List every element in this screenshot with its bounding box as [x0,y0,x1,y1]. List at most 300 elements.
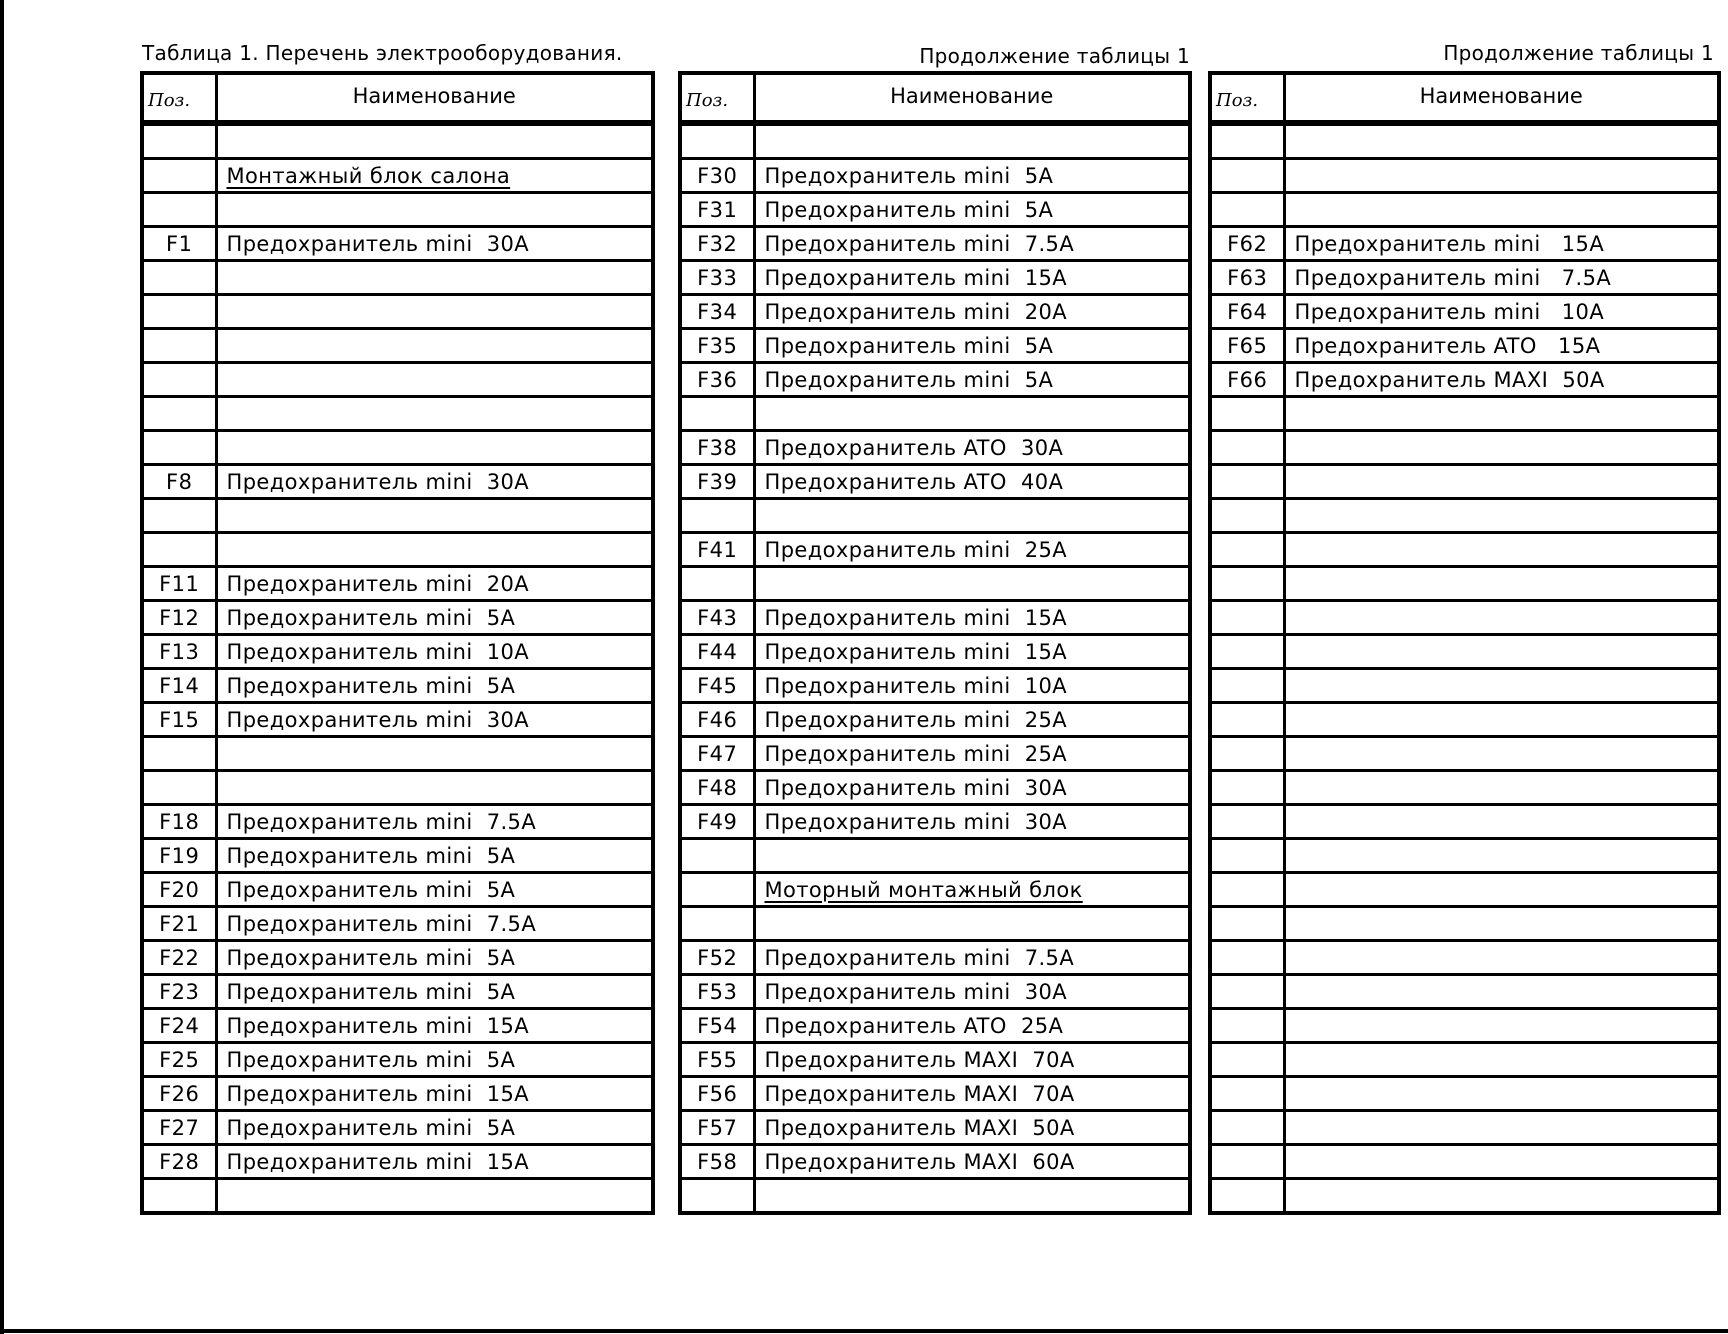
position-cell [142,295,216,329]
position-cell: F15 [142,703,216,737]
table-row [1210,397,1719,431]
equipment-table-part-1 [140,71,655,1215]
name-cell: Предохранитель mini 7.5A [754,941,1190,975]
table-row [142,601,653,635]
position-cell [1210,465,1284,499]
position-cell: F58 [680,1145,754,1179]
position-cell [1210,159,1284,193]
position-cell [680,1179,754,1214]
position-cell: F26 [142,1077,216,1111]
position-cell [142,159,216,193]
table-row [142,227,653,261]
name-cell: Предохранитель mini 5A [216,1043,653,1077]
column-header-name: Наименование [216,73,653,123]
position-cell [1210,839,1284,873]
position-cell: F52 [680,941,754,975]
name-cell: Предохранитель mini 15A [754,601,1190,635]
table-row [680,533,1190,567]
table-row [1210,1179,1719,1214]
position-cell: F46 [680,703,754,737]
table-row [142,873,653,907]
name-cell [754,839,1190,873]
name-cell [1284,669,1719,703]
table-row [142,465,653,499]
table-row [680,193,1190,227]
position-cell [1210,635,1284,669]
position-cell [1210,941,1284,975]
table-row [142,669,653,703]
table-row [142,1077,653,1111]
position-cell [680,907,754,941]
name-cell [1284,805,1719,839]
table-row [142,329,653,363]
table-row [1210,227,1719,261]
name-cell: Предохранитель mini 5A [216,975,653,1009]
name-cell: Предохранитель mini 30A [754,975,1190,1009]
table-row [680,601,1190,635]
table-row [142,1111,653,1145]
name-cell [1284,839,1719,873]
position-cell: F47 [680,737,754,771]
name-cell: Предохранитель mini 15A [1284,227,1719,261]
table-row [1210,975,1719,1009]
table-row [142,635,653,669]
position-cell [1210,907,1284,941]
table-row [1210,669,1719,703]
position-cell: F33 [680,261,754,295]
name-cell: Предохранитель mini 7.5A [754,227,1190,261]
table-row [1210,533,1719,567]
column-header-position: Поз. [1210,73,1284,123]
position-cell [1210,1111,1284,1145]
name-cell: Предохранитель mini 7.5A [216,907,653,941]
name-cell: Предохранитель mini 15A [216,1009,653,1043]
table-row [680,941,1190,975]
position-cell: F30 [680,159,754,193]
table-row [1210,123,1719,159]
name-cell: Предохранитель mini 25A [754,533,1190,567]
table-row [142,941,653,975]
position-cell: F54 [680,1009,754,1043]
table-row [680,1111,1190,1145]
table-row [142,1179,653,1214]
name-cell [1284,533,1719,567]
table-row [1210,499,1719,533]
table-row [142,1145,653,1179]
position-cell [1210,737,1284,771]
position-cell: F66 [1210,363,1284,397]
position-cell: F28 [142,1145,216,1179]
table-row [142,295,653,329]
name-cell [1284,703,1719,737]
name-cell: Предохранитель ATO 25A [754,1009,1190,1043]
name-cell: Предохранитель mini 15A [216,1145,653,1179]
name-cell [1284,1179,1719,1214]
position-cell [1210,533,1284,567]
name-cell: Предохранитель mini 5A [216,941,653,975]
section-title-cell: Монтажный блок салона [216,159,653,193]
position-cell: F24 [142,1009,216,1043]
table-row [1210,771,1719,805]
position-cell [680,499,754,533]
drawing-frame-left-border [0,0,4,1334]
name-cell [216,363,653,397]
name-cell [1284,737,1719,771]
name-cell: Предохранитель mini 5A [754,363,1190,397]
table-row [680,363,1190,397]
position-cell [1210,431,1284,465]
position-cell: F41 [680,533,754,567]
position-cell: F44 [680,635,754,669]
table-continuation-caption: Продолжение таблицы 1 [1443,41,1714,65]
name-cell [1284,1009,1719,1043]
table-row [680,499,1190,533]
table-row [142,533,653,567]
name-cell: Предохранитель mini 15A [754,635,1190,669]
name-cell: Предохранитель mini 30A [216,703,653,737]
name-cell [1284,567,1719,601]
name-cell [754,1179,1190,1214]
position-cell: F38 [680,431,754,465]
position-cell: F48 [680,771,754,805]
name-cell [1284,1077,1719,1111]
table-row [142,123,653,159]
position-cell [1210,1043,1284,1077]
table-header-row [680,73,1190,123]
position-cell [680,567,754,601]
table-row [680,635,1190,669]
table-row [1210,329,1719,363]
name-cell: Предохранитель mini 5A [216,669,653,703]
table-row [680,771,1190,805]
table-row [142,703,653,737]
position-cell [142,737,216,771]
position-cell [1210,805,1284,839]
name-cell: Предохранитель mini 5A [754,159,1190,193]
equipment-table-part-3 [1208,71,1721,1215]
name-cell [1284,771,1719,805]
name-cell [1284,193,1719,227]
name-cell: Предохранитель mini 5A [216,1111,653,1145]
table-row [142,975,653,1009]
table-row [142,431,653,465]
position-cell [1210,499,1284,533]
position-cell: F25 [142,1043,216,1077]
name-cell [1284,159,1719,193]
table-row [680,123,1190,159]
name-cell [1284,1145,1719,1179]
column-header-name: Наименование [1284,73,1719,123]
name-cell: Предохранитель MAXI 70A [754,1077,1190,1111]
position-cell: F36 [680,363,754,397]
section-title-cell: Моторный монтажный блок [754,873,1190,907]
name-cell: Предохранитель mini 5A [216,873,653,907]
name-cell [754,907,1190,941]
name-cell [1284,635,1719,669]
table-row [1210,261,1719,295]
column-header-position: Поз. [680,73,754,123]
name-cell [216,771,653,805]
name-cell [216,533,653,567]
table-row [1210,737,1719,771]
position-cell: F35 [680,329,754,363]
name-cell [1284,499,1719,533]
name-cell: Предохранитель mini 5A [216,839,653,873]
table-row [680,1145,1190,1179]
position-cell [1210,1077,1284,1111]
name-cell: Предохранитель mini 10A [754,669,1190,703]
position-cell: F49 [680,805,754,839]
position-cell: F22 [142,941,216,975]
name-cell: Предохранитель mini 5A [754,329,1190,363]
position-cell: F55 [680,1043,754,1077]
section-heading-row [680,873,1190,907]
position-cell: F43 [680,601,754,635]
table-header-row [1210,73,1719,123]
table-row [1210,567,1719,601]
name-cell [216,397,653,431]
table-row [680,397,1190,431]
name-cell: Предохранитель ATO 15A [1284,329,1719,363]
drawing-frame-bottom-border [0,1329,1728,1333]
table-row [1210,1145,1719,1179]
name-cell: Предохранитель mini 15A [754,261,1190,295]
name-cell: Предохранитель mini 5A [216,601,653,635]
position-cell [1210,601,1284,635]
name-cell: Предохранитель mini 7.5A [1284,261,1719,295]
table-row [680,227,1190,261]
position-cell [1210,567,1284,601]
table-row [142,567,653,601]
table-continuation-caption: Продолжение таблицы 1 [919,44,1190,68]
name-cell [1284,941,1719,975]
column-header-position: Поз. [142,73,216,123]
table-row [142,839,653,873]
position-cell: F1 [142,227,216,261]
name-cell [1284,601,1719,635]
name-cell [754,567,1190,601]
name-cell [1284,1043,1719,1077]
table-row [680,669,1190,703]
table-row [1210,465,1719,499]
table-row [680,907,1190,941]
name-cell [216,261,653,295]
table-row [142,771,653,805]
table-row [1210,159,1719,193]
name-cell [1284,907,1719,941]
section-heading-row [142,159,653,193]
position-cell: F57 [680,1111,754,1145]
position-cell [1210,669,1284,703]
position-cell: F65 [1210,329,1284,363]
position-cell: F14 [142,669,216,703]
position-cell [142,1179,216,1214]
table-row [1210,941,1719,975]
position-cell [1210,873,1284,907]
table-row [680,329,1190,363]
table-row [680,1077,1190,1111]
table-row [1210,703,1719,737]
position-cell: F21 [142,907,216,941]
table-row [1210,873,1719,907]
position-cell [680,839,754,873]
table-row [1210,1077,1719,1111]
name-cell [754,123,1190,159]
table-row [1210,907,1719,941]
position-cell [142,329,216,363]
position-cell: F27 [142,1111,216,1145]
position-cell: F8 [142,465,216,499]
table-row [680,1043,1190,1077]
position-cell [142,397,216,431]
name-cell [1284,431,1719,465]
position-cell [142,363,216,397]
table-row [680,1009,1190,1043]
position-cell [680,873,754,907]
table-row [680,1179,1190,1214]
table-row [142,805,653,839]
position-cell [142,533,216,567]
equipment-table-part-2 [678,71,1192,1215]
position-cell: F19 [142,839,216,873]
name-cell [1284,397,1719,431]
table-row [1210,1009,1719,1043]
position-cell [1210,1145,1284,1179]
table-row [142,1043,653,1077]
position-cell: F64 [1210,295,1284,329]
table-row [1210,805,1719,839]
position-cell: F53 [680,975,754,1009]
position-cell [1210,771,1284,805]
name-cell [1284,873,1719,907]
position-cell [1210,975,1284,1009]
position-cell [142,123,216,159]
name-cell [754,499,1190,533]
position-cell: F32 [680,227,754,261]
name-cell [1284,465,1719,499]
table-row [680,703,1190,737]
table-row [1210,635,1719,669]
table-row [1210,601,1719,635]
position-cell [142,261,216,295]
name-cell [754,397,1190,431]
table-row [1210,1043,1719,1077]
table-row [680,159,1190,193]
position-cell [680,397,754,431]
table-row [142,737,653,771]
position-cell [1210,397,1284,431]
table-row [680,261,1190,295]
table-row [1210,839,1719,873]
table-row [680,839,1190,873]
name-cell: Предохранитель mini 5A [754,193,1190,227]
table-row [1210,193,1719,227]
name-cell: Предохранитель ATO 30A [754,431,1190,465]
name-cell: Предохранитель mini 30A [754,771,1190,805]
name-cell [216,193,653,227]
table-row [142,1009,653,1043]
name-cell [1284,1111,1719,1145]
name-cell: Предохранитель mini 10A [1284,295,1719,329]
position-cell [142,499,216,533]
table-row [680,975,1190,1009]
position-cell [142,771,216,805]
table-row [680,431,1190,465]
position-cell [1210,703,1284,737]
name-cell [216,123,653,159]
position-cell: F18 [142,805,216,839]
position-cell [680,123,754,159]
table-caption: Таблица 1. Перечень электрооборудования. [142,41,623,65]
table-row [680,805,1190,839]
table-row [142,261,653,295]
table-row [142,397,653,431]
position-cell [1210,1009,1284,1043]
table-row [680,295,1190,329]
name-cell [216,329,653,363]
name-cell: Предохранитель ATO 40A [754,465,1190,499]
name-cell [216,1179,653,1214]
position-cell: F20 [142,873,216,907]
name-cell [1284,975,1719,1009]
table-row [1210,1111,1719,1145]
position-cell: F39 [680,465,754,499]
name-cell: Предохранитель mini 15A [216,1077,653,1111]
position-cell: F13 [142,635,216,669]
name-cell: Предохранитель MAXI 70A [754,1043,1190,1077]
table-header-row [142,73,653,123]
table-row [142,193,653,227]
position-cell: F62 [1210,227,1284,261]
table-row [680,465,1190,499]
name-cell [216,499,653,533]
position-cell: F56 [680,1077,754,1111]
name-cell: Предохранитель mini 20A [216,567,653,601]
position-cell: F12 [142,601,216,635]
position-cell: F11 [142,567,216,601]
position-cell [1210,123,1284,159]
name-cell [216,737,653,771]
name-cell: Предохранитель mini 30A [216,465,653,499]
table-row [1210,295,1719,329]
table-row [142,907,653,941]
table-row [1210,363,1719,397]
name-cell [1284,123,1719,159]
position-cell: F34 [680,295,754,329]
name-cell [216,431,653,465]
table-row [680,567,1190,601]
name-cell: Предохранитель mini 25A [754,703,1190,737]
table-row [1210,431,1719,465]
position-cell: F23 [142,975,216,1009]
name-cell: Предохранитель MAXI 50A [754,1111,1190,1145]
position-cell [142,431,216,465]
name-cell: Предохранитель mini 30A [754,805,1190,839]
table-row [680,737,1190,771]
position-cell: F45 [680,669,754,703]
table-row [142,363,653,397]
name-cell [216,295,653,329]
position-cell: F31 [680,193,754,227]
position-cell [1210,193,1284,227]
name-cell: Предохранитель MAXI 60A [754,1145,1190,1179]
name-cell: Предохранитель MAXI 50A [1284,363,1719,397]
name-cell: Предохранитель mini 20A [754,295,1190,329]
name-cell: Предохранитель mini 10A [216,635,653,669]
name-cell: Предохранитель mini 30A [216,227,653,261]
column-header-name: Наименование [754,73,1190,123]
position-cell: F63 [1210,261,1284,295]
